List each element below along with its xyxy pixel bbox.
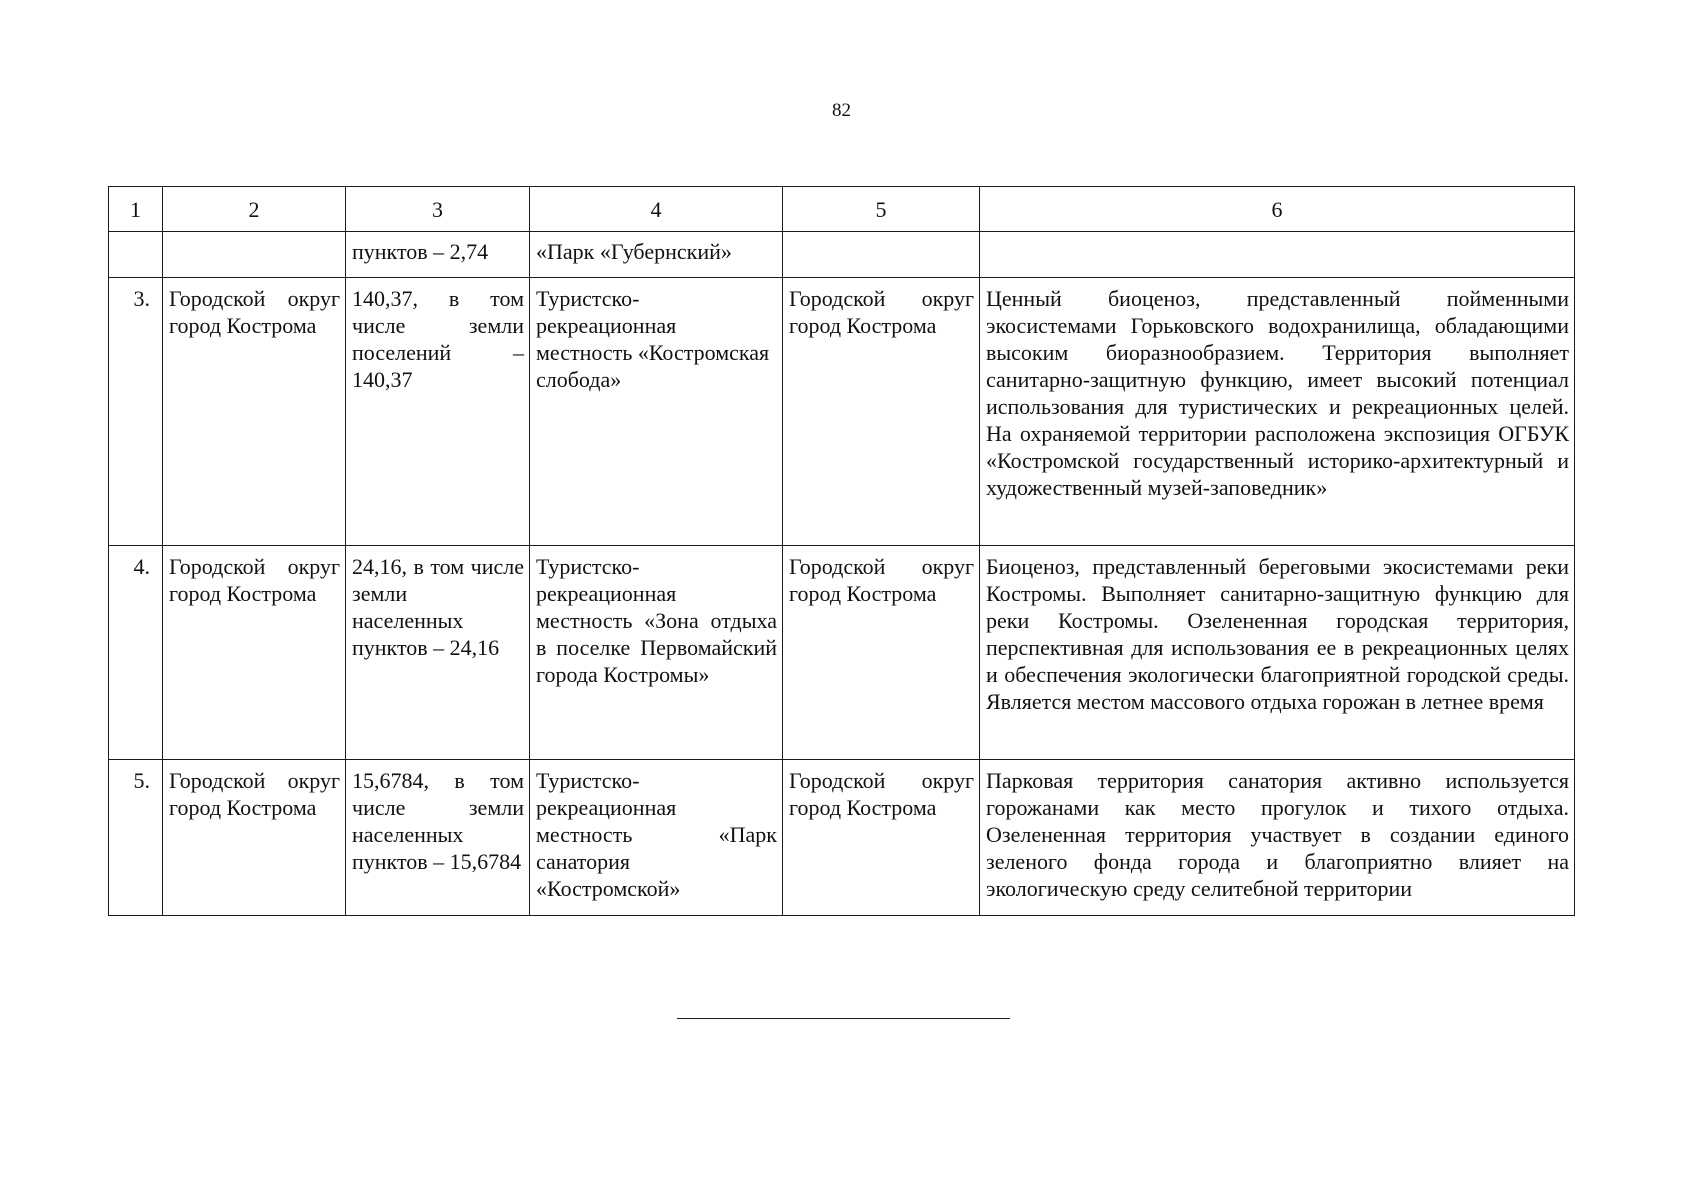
location-cell: Городской округ город Кострома <box>783 278 980 546</box>
header-cell-6: 6 <box>980 187 1575 232</box>
protected-areas-table <box>108 186 1575 916</box>
area-cell: 140,37, в том числе земли поселений – 140,37 <box>346 278 530 546</box>
territory-name-cell: Туристско-рекреационная местность «Зона отдыха в поселке Первомайский города Костромы» <box>530 546 783 760</box>
table-row <box>109 546 1575 760</box>
end-of-document-line <box>677 1018 1010 1019</box>
continuation-cell-2 <box>163 232 346 278</box>
header-cell-4: 4 <box>530 187 783 232</box>
territory-name-cell: Туристско-рекреационная местность «Костромская слобода» <box>530 278 783 546</box>
continuation-cell-1 <box>109 232 163 278</box>
municipality-cell: Городской округ город Кострома <box>163 546 346 760</box>
page-number: 82 <box>832 100 851 121</box>
header-cell-2: 2 <box>163 187 346 232</box>
location-cell: Городской округ город Кострома <box>783 546 980 760</box>
row-number: 5. <box>109 760 163 916</box>
table-row <box>109 278 1575 546</box>
header-cell-1: 1 <box>109 187 163 232</box>
area-cell: 15,6784, в том числе земли населенных пунктов – 15,6784 <box>346 760 530 916</box>
continuation-row <box>109 232 1575 278</box>
continuation-cell-4: «Парк «Губернский» <box>530 232 783 278</box>
description-cell: Биоценоз, представленный береговыми экосистемами реки Костромы. Выполняет санитарно-защитную функцию для реки Костромы. Озелененная городская территория, перспективная для использования ее в рекреационных целях и обеспечения экологически благоприятной городской среды. Является местом массового отдыха горожан в летнее время <box>980 546 1575 760</box>
row-number: 4. <box>109 546 163 760</box>
continuation-cell-6 <box>980 232 1575 278</box>
table-row <box>109 760 1575 916</box>
location-cell: Городской округ город Кострома <box>783 760 980 916</box>
header-row <box>109 187 1575 232</box>
territory-name-cell: Туристско-рекреационная местность «Парк санатория «Костромской» <box>530 760 783 916</box>
row-number: 3. <box>109 278 163 546</box>
description-cell: Ценный биоценоз, представленный пойменными экосистемами Горьковского водохранилища, обладающими высоким биоразнообразием. Территория выполняет санитарно-защитную функцию, имеет высокий потенциал использования для туристических и рекреационных целей. На охраняемой территории расположена экспозиция ОГБУК «Костромской государственный историко-архитектурный и художественный музей-заповедник» <box>980 278 1575 546</box>
header-cell-5: 5 <box>783 187 980 232</box>
continuation-cell-5 <box>783 232 980 278</box>
header-cell-3: 3 <box>346 187 530 232</box>
municipality-cell: Городской округ город Кострома <box>163 760 346 916</box>
continuation-cell-3: пунктов – 2,74 <box>346 232 530 278</box>
description-cell: Парковая территория санатория активно используется горожанами как место прогулок и тихого отдыха. Озелененная территория участвует в создании единого зеленого фонда города и благоприятно влияет на экологическую среду селитебной территории <box>980 760 1575 916</box>
area-cell: 24,16, в том числе земли населенных пунктов – 24,16 <box>346 546 530 760</box>
municipality-cell: Городской округ город Кострома <box>163 278 346 546</box>
